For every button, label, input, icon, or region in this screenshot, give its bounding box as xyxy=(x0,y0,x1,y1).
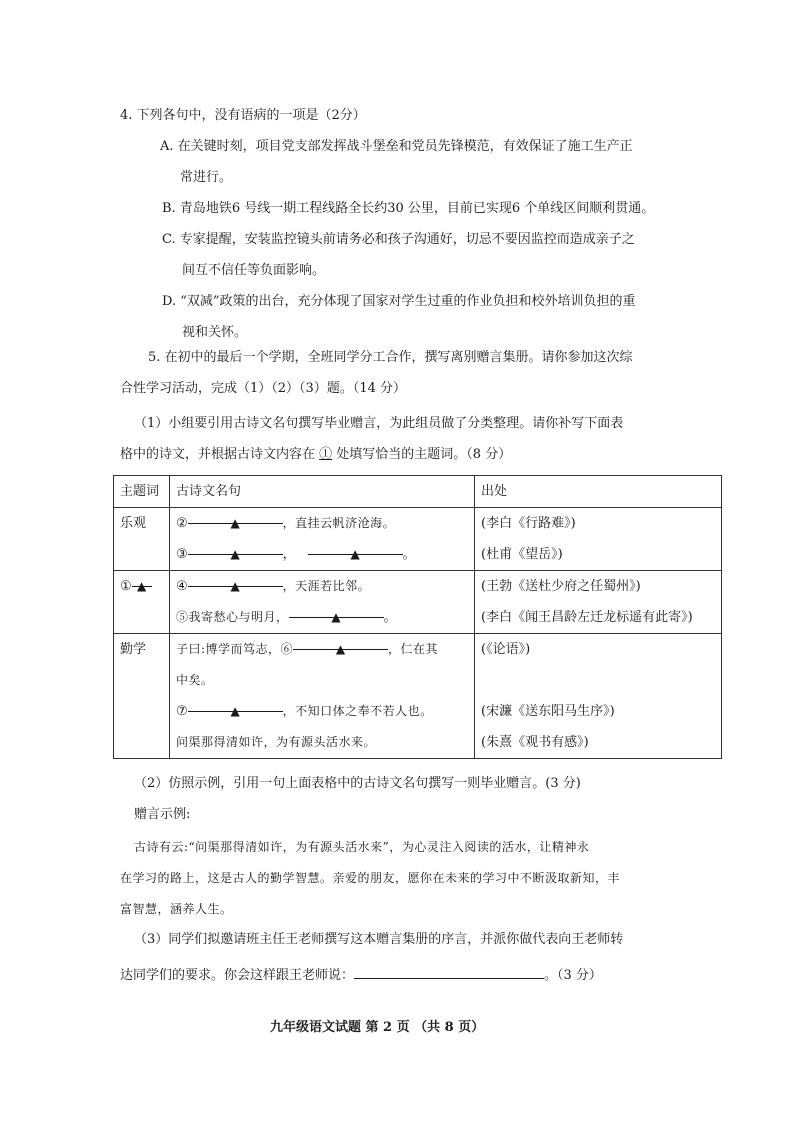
q4-option-d: D. “双减”政策的出台，充分体现了国家对学生过重的作业负担和校外培训负担的重 xyxy=(162,294,636,309)
blank-number: ③ xyxy=(176,547,188,562)
q5-part1-instruction-cont xyxy=(120,447,511,463)
example-label: 赠言示例: xyxy=(134,807,191,822)
q4-option-a: A. 在关键时刻，项目党支部发挥战斗堡垒和党员先锋模范，有效保证了施工生产正 xyxy=(160,139,633,154)
theme-text: 乐观 xyxy=(120,516,147,531)
q4-option-b: B. 青岛地铁6 号线一期工程线路全长约30 公里，目前已实现6 个单线区间顺利贯通。 xyxy=(162,201,655,216)
source-text: (李白《闻王昌龄左迁龙标遥有此寄》) xyxy=(481,610,693,625)
table-row xyxy=(114,571,722,634)
source-cell xyxy=(475,571,722,634)
source-cell xyxy=(475,634,722,759)
answer-blank[interactable] xyxy=(188,508,283,530)
punct: 。 xyxy=(402,547,416,562)
header-theme: 主题词 xyxy=(114,476,170,508)
theme-cell xyxy=(114,634,170,759)
poem-line xyxy=(176,508,468,539)
blank-marker: ▲ xyxy=(230,704,240,718)
poem-line xyxy=(176,571,468,602)
poem-line-cont: 中矣。 xyxy=(176,673,214,687)
poem-line xyxy=(176,539,468,570)
source-cell xyxy=(475,508,722,571)
source-text: (《论语》) xyxy=(481,642,531,657)
source-text: (朱熹《观书有感》) xyxy=(481,735,589,750)
blank-marker: ▲ xyxy=(230,516,240,530)
table-row xyxy=(114,634,722,759)
q4-stem: 4. 下列各句中，没有语病的一项是（2分） xyxy=(120,108,366,123)
theme-cell xyxy=(114,508,170,571)
q5-part2-instruction: （2）仿照示例，引用一句上面表格中的古诗文名句撰写一则毕业赠言。(3 分) xyxy=(134,776,581,791)
blank-number: ④ xyxy=(176,579,188,594)
instruction-text-end: 。（3 分） xyxy=(544,968,602,983)
poem-cell xyxy=(170,508,475,571)
q4-option-d-cont: 视和关怀。 xyxy=(182,325,248,340)
poem-text: ⑤我寄愁心与明月， xyxy=(176,610,289,624)
blank-marker: ▲ xyxy=(350,547,360,561)
q4-option-c-cont: 间互不信任等负面影响。 xyxy=(182,263,326,278)
theme-text: 勤学 xyxy=(120,642,147,657)
table-row xyxy=(114,508,722,571)
poem-line xyxy=(176,634,468,665)
q5-stem-cont: 合性学习活动，完成（1）（2）（3）题。（14 分） xyxy=(120,381,406,396)
source-text: (李白《行路难》) xyxy=(481,516,576,531)
header-source: 出处 xyxy=(475,476,722,508)
poem-text: ，直挂云帆济沧海。 xyxy=(282,516,396,530)
poem-cell xyxy=(170,571,475,634)
theme-cell xyxy=(114,571,170,634)
answer-blank[interactable] xyxy=(188,696,283,718)
blank-marker: ▲ xyxy=(335,642,346,656)
q5-stem: 5. 在初中的最后一个学期，全班同学分工合作，撰写离别赠言集册。请你参加这次综 xyxy=(148,350,633,365)
instruction-text: 格中的诗文，并根据古诗文内容在 xyxy=(120,447,320,462)
page-footer: 九年级语文试题 第 2 页 （共 8 页） xyxy=(270,1020,485,1035)
q4-option-c: C. 专家提醒，安装监控镜头前请务必和孩子沟通好，切忌不要因监控而造成亲子之 xyxy=(162,232,635,247)
q5-part1-instruction: （1）小组要引用古诗文名句撰写毕业赠言，为此组员做了分类整理。请你补写下面表 xyxy=(134,416,624,431)
theme-answer-blank[interactable] xyxy=(132,571,152,593)
punct: ， xyxy=(282,547,296,562)
blank-marker: ▲ xyxy=(331,610,341,624)
poem-line xyxy=(176,696,468,727)
instruction-text: 达同学们的要求。你会这样跟王老师说： xyxy=(120,968,355,983)
q5-part3-instruction-cont xyxy=(120,963,602,984)
blank-number: ⑦ xyxy=(176,704,188,719)
source-spacer xyxy=(481,665,715,696)
example-text-end: 富智慧，涵养人生。 xyxy=(120,902,233,916)
instruction-text-end: 处填写恰当的主题词。（8 分） xyxy=(332,447,512,462)
header-poem: 古诗文名句 xyxy=(170,476,475,508)
answer-blank[interactable] xyxy=(188,571,283,593)
q5-part3-instruction: （3）同学们拟邀请班主任王老师撰写这本赠言集册的序言，并派你做代表向王老师转 xyxy=(134,932,624,947)
answer-blank[interactable] xyxy=(354,963,544,979)
poem-cell xyxy=(170,634,475,759)
poem-text: ，天涯若比邻。 xyxy=(282,579,371,593)
blank-number: ② xyxy=(176,516,188,531)
source-text: (杜甫《望岳》) xyxy=(481,547,563,562)
poem-text: ，不知口体之奉不若人也。 xyxy=(282,704,433,718)
source-text: (王勃《送杜少府之任蜀州》) xyxy=(481,579,641,594)
example-text: 古诗有云:“问渠那得清如许，为有源头活水来”，为心灵注入阅读的活水，让精神永 xyxy=(134,840,590,854)
answer-blank[interactable] xyxy=(293,634,388,656)
punct: 。 xyxy=(383,610,397,625)
blank-marker: ▲ xyxy=(230,547,240,561)
poem-table xyxy=(113,475,722,759)
table-header-row xyxy=(114,476,722,508)
blank-reference: ① xyxy=(319,447,333,462)
poem-line xyxy=(176,602,468,633)
answer-blank[interactable] xyxy=(308,539,403,561)
answer-blank[interactable] xyxy=(188,539,283,561)
theme-blank-number: ① xyxy=(120,579,132,594)
poem-text: ，仁在其 xyxy=(388,642,439,656)
source-text: (宋濂《送东阳马生序》) xyxy=(481,704,615,719)
q4-option-a-cont: 常进行。 xyxy=(180,170,233,185)
poem-line: 问渠那得清如许，为有源头活水来。 xyxy=(176,735,377,749)
blank-marker: ▲ xyxy=(137,579,147,593)
example-text-cont: 在学习的路上，这是古人的勤学智慧。亲爱的朋友，愿你在未来的学习中不断汲取新知，丰 xyxy=(120,871,621,885)
answer-blank[interactable] xyxy=(289,602,384,624)
poem-text: 子曰:博学而笃志，⑥ xyxy=(176,642,294,656)
blank-marker: ▲ xyxy=(230,579,240,593)
